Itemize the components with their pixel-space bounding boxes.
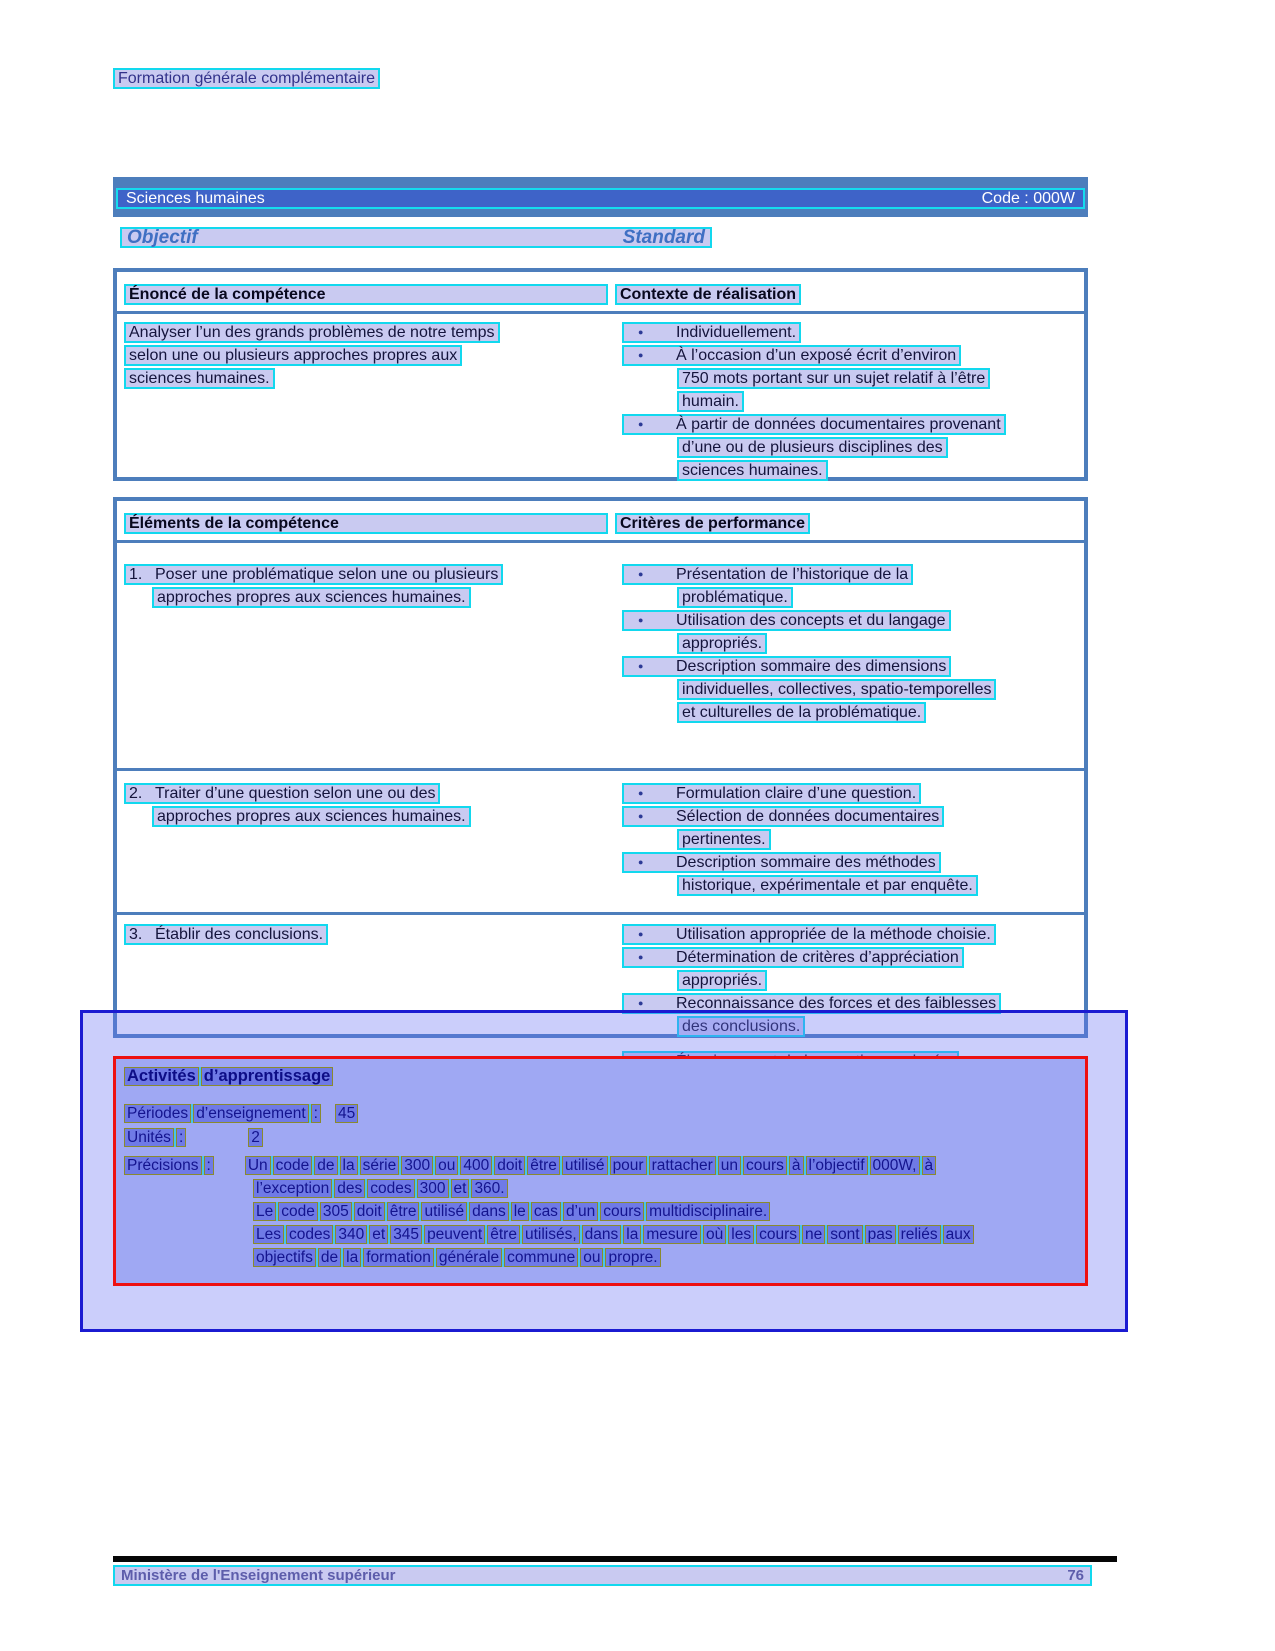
elements-table-header [117, 501, 1084, 540]
bullet-icon: ● [638, 327, 644, 337]
element-line: 2. Traiter d’une question selon une ou des [124, 783, 440, 804]
bullet-icon: ● [638, 419, 644, 429]
subject-banner-strip [116, 188, 1085, 209]
bullet-icon: ● [638, 857, 644, 867]
criteria-line: Utilisation des concepts et du langage [676, 612, 946, 629]
precisions-line: Le code 305 doit être utilisé dans le cas d’un cours multidisciplinaire. [253, 1202, 770, 1221]
criteria-line: appropriés. [677, 970, 767, 991]
element-line: 1. Poser une problématique selon une ou plusieurs [124, 564, 503, 585]
elements-table [113, 497, 1088, 1038]
statement-cell [117, 322, 612, 483]
running-header-label: Formation générale complémentaire [113, 68, 380, 89]
heading-objectif: Objectif [127, 227, 198, 248]
item-number: 3. [129, 926, 143, 943]
criteria-line: Sélection de données documentaires [676, 808, 940, 825]
precisions-line: Un code de la série 300 ou 400 doit être utilisé pour rattacher un cours à l’objectif 000W, à [245, 1156, 936, 1175]
criteria-line: appropriés. [677, 633, 767, 654]
bullet-item [622, 656, 951, 677]
bullet-item [622, 806, 944, 827]
section-heading-row [120, 227, 712, 250]
context-line: humain. [677, 391, 744, 412]
context-line: 750 mots portant sur un sujet relatif à l’être [677, 368, 990, 389]
bullet-icon: ● [638, 998, 644, 1008]
element-line: approches propres aux sciences humaines. [152, 587, 471, 608]
precisions-line: Les codes 340 et 345 peuvent être utilisés, dans la mesure où les cours ne sont pas reliés aux [253, 1225, 974, 1244]
bullet-icon: ● [638, 569, 644, 579]
element-cell [117, 783, 612, 912]
bullet-item [622, 610, 951, 631]
criteria-line: Formulation claire d’une question. [676, 785, 917, 802]
context-line: À partir de données documentaires provenant [676, 416, 1001, 433]
context-cell [612, 322, 1084, 483]
units-label: Unités : [124, 1128, 186, 1147]
bullet-item [622, 345, 961, 366]
units-row [124, 1128, 1085, 1147]
footer-page-number: 76 [1067, 1567, 1084, 1584]
header-enonce: Énoncé de la compétence [124, 284, 608, 305]
bullet-item [622, 947, 964, 968]
criteria-line: pertinentes. [677, 829, 771, 850]
element-cell [117, 564, 612, 768]
bullet-item [622, 564, 913, 585]
activities-title: Activités d’apprentissage [124, 1067, 333, 1086]
criteria-cell [612, 564, 1084, 768]
criteria-line: des conclusions. [677, 1016, 805, 1037]
criteria-line: individuelles, collectives, spatio-temporelles [677, 679, 996, 700]
criteria-line: et culturelles de la problématique. [677, 702, 926, 723]
criteria-line: Description sommaire des méthodes [676, 854, 936, 871]
bullet-item [622, 414, 1006, 435]
table-row [117, 543, 1084, 768]
heading-standard: Standard [622, 227, 705, 248]
statement-line: selon une ou plusieurs approches propres aux [124, 345, 462, 366]
section-heading-highlight [120, 227, 712, 248]
criteria-line: historique, expérimentale et par enquête. [677, 875, 978, 896]
element-line: 3. Établir des conclusions. [124, 924, 328, 945]
context-line: sciences humaines. [677, 460, 828, 481]
precisions-line: l’exception des codes 300 et 360. [253, 1179, 508, 1198]
header-contexte: Contexte de réalisation [615, 284, 801, 305]
criteria-line: problématique. [677, 587, 793, 608]
bullet-icon: ● [638, 350, 644, 360]
item-number: 1. [129, 566, 143, 583]
item-number: 2. [129, 785, 143, 802]
periods-value: 45 [335, 1104, 358, 1123]
code-label: Code : 000W [981, 189, 1075, 207]
subject-banner [113, 177, 1088, 217]
criteria-cell [612, 783, 1084, 912]
footer-highlight [113, 1565, 1092, 1586]
criteria-line: Présentation de l’historique de la [676, 566, 909, 583]
running-header [113, 68, 380, 91]
precisions-row [124, 1156, 1085, 1175]
context-line: À l’occasion d’un exposé écrit d’environ [676, 347, 957, 364]
periods-row [124, 1104, 1085, 1123]
activities-box [113, 1056, 1088, 1286]
table-row [117, 771, 1084, 912]
context-line: d’une ou de plusieurs disciplines des [677, 437, 948, 458]
bullet-item [622, 852, 941, 873]
criteria-line: Reconnaissance des forces et des faiblesses [676, 995, 997, 1012]
bullet-icon: ● [638, 661, 644, 671]
header-criteres: Critères de performance [615, 513, 810, 534]
precisions-line: objectifs de la formation générale commune ou propre. [253, 1248, 661, 1267]
criteria-line: Utilisation appropriée de la méthode choisie. [676, 926, 991, 943]
footer-ministry: Ministère de l'Enseignement supérieur [121, 1567, 396, 1584]
context-line: Individuellement. [676, 324, 797, 341]
criteria-line: Description sommaire des dimensions [676, 658, 947, 675]
bullet-icon: ● [638, 952, 644, 962]
criteria-line: Détermination de critères d’appréciation [676, 949, 959, 966]
table-row [117, 314, 1084, 483]
bullet-icon: ● [638, 788, 644, 798]
units-value: 2 [248, 1128, 263, 1147]
precisions-label: Précisions : [124, 1156, 214, 1175]
competence-table-header [117, 272, 1084, 311]
statement-line: Analyser l’un des grands problèmes de notre temps [124, 322, 500, 343]
statement-line: sciences humaines. [124, 368, 275, 389]
bullet-icon: ● [638, 811, 644, 821]
subject-title: Sciences humaines [126, 189, 265, 207]
bullet-icon: ● [638, 929, 644, 939]
footer-rule [113, 1556, 1117, 1562]
periods-label: Périodes d’enseignement : [124, 1104, 321, 1123]
competence-table [113, 268, 1088, 481]
footer [113, 1565, 1092, 1588]
bullet-icon: ● [638, 615, 644, 625]
header-elements: Éléments de la compétence [124, 513, 608, 534]
bullet-item [622, 924, 996, 945]
element-line: approches propres aux sciences humaines. [152, 806, 471, 827]
bullet-item [622, 322, 801, 343]
bullet-item [622, 783, 921, 804]
